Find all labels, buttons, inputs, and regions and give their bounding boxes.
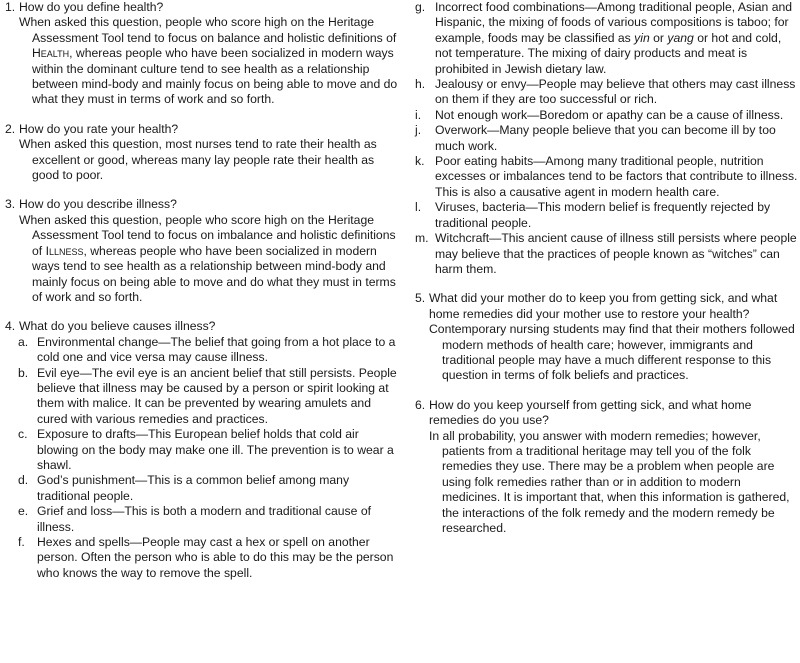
list-item: c. Exposure to drafts—This European belief holds that cold air blowing on the body may make one ill. The prevention is to wear a shawl. [18, 427, 394, 472]
question-text: What did your mother do to keep you from getting sick, and what home remedies did your mother use to restore your health? [429, 291, 778, 321]
question-text: What do you believe causes illness? [19, 319, 216, 334]
list-item: k. Poor eating habits—Among many traditional people, nutrition excesses or imbalances tend to be factors that contribute to illness. This is also a causative agent in modern health care. [415, 154, 798, 199]
list-item: b. Evil eye—The evil eye is an ancient belief that still persists. People believe that illness may be caused by a person or spirit looking at them with malice. It can be prevented by wearing amulets and cured with various remedies and practices. [18, 365, 397, 426]
question-1 [5, 0, 398, 108]
list-item: i. Not enough work—Boredom or apathy can be a cause of illness. [415, 107, 784, 122]
question-number: 2. [5, 121, 16, 136]
illness-term: Illness [45, 243, 84, 258]
yang-term: yang [667, 30, 694, 45]
list-item: j. Overwork—Many people believe that you can become ill by too much work. [415, 123, 776, 153]
question-5 [415, 291, 800, 383]
cause-list [415, 0, 800, 277]
list-item: a. Environmental change—The belief that going from a hot place to a cold one and vice versa may cause illness. [18, 334, 396, 365]
question-text: How do you rate your health? [19, 121, 179, 136]
answer-text: In all probability, you answer with modern remedies; however, patients from a traditional heritage may tell you of the folk remedies they use. There may be a problem when people are using folk remedies rather than or in addition to modern medicines. It is important that, when this information is gathered, the interactions of the folk remedy and the modern remedy be researched. [429, 428, 790, 535]
list-item: e. Grief and loss—This is both a modern and traditional cause of illness. [18, 504, 371, 534]
answer-text: When asked this question, most nurses tend to rate their health as excellent or good, whereas many lay people rate their health as good to poor. [19, 137, 377, 183]
question-number: 1. [5, 0, 16, 14]
right-column [415, 0, 800, 550]
question-number: 3. [5, 197, 16, 212]
question-2 [5, 122, 398, 184]
question-text: How do you define health? [19, 0, 164, 14]
list-item: l. Viruses, bacteria—This modern belief is frequently rejected by traditional people. [415, 200, 771, 230]
list-item: g. Incorrect food combinations—Among traditional people, Asian and Hispanic, the mixing of foods of various compositions is taboo; for example, foods may be classified as yin or yang or hot and cold, not temperature. The mixing of dairy products and meat is prohibited in Jewish dietary law. [415, 0, 793, 76]
question-number: 5. [415, 291, 426, 306]
list-item: h. Jealousy or envy—People may believe that others may cast illness on them if they are too successful or rich. [415, 77, 796, 107]
left-column [5, 0, 398, 595]
question-6 [415, 398, 800, 537]
health-term: Health [32, 46, 70, 61]
cause-list [18, 335, 398, 582]
question-number: 4. [5, 319, 16, 334]
question-4-continued [415, 0, 800, 277]
answer-text: When asked this question, people who score high on the Heritage Assessment Tool tend to focus on imbalance and holistic definitions of Illness, whereas people who have been socialized in modern ways tend to see health as a relationship between mind-body and mainly focus on being able to move and do what they must in terms of work and so forth. [19, 212, 396, 304]
yin-term: yin [634, 30, 650, 45]
question-number: 6. [415, 397, 426, 412]
list-item: d. God’s punishment—This is a common belief among many traditional people. [18, 473, 350, 503]
list-item: m. Witchcraft—This ancient cause of illness still persists where people may believe that the practices of people known as “witches” can harm them. [415, 231, 797, 276]
answer-text: Contemporary nursing students may find that their mothers followed modern methods of health care; however, immigrants and traditional people may have a much different response to this question in terms of folk beliefs and practices. [429, 322, 795, 383]
answer-text: When asked this question, people who score high on the Heritage Assessment Tool tend to focus on balance and holistic definitions of Health, whereas people who have been socialized in modern ways within the dominant culture tend to see health as a relationship between mind-body and mainly focus on being able to move and do what they must in terms of work and so forth. [19, 15, 398, 107]
question-text: How do you keep yourself from getting sick, and what home remedies do you use? [429, 397, 752, 428]
question-text: How do you describe illness? [19, 197, 177, 212]
list-item: f. Hexes and spells—People may cast a hex or spell on another person. Often the person who is able to do this may be the person who knows the way to remove the spell. [18, 535, 394, 580]
question-4 [5, 319, 398, 581]
question-3 [5, 197, 398, 305]
